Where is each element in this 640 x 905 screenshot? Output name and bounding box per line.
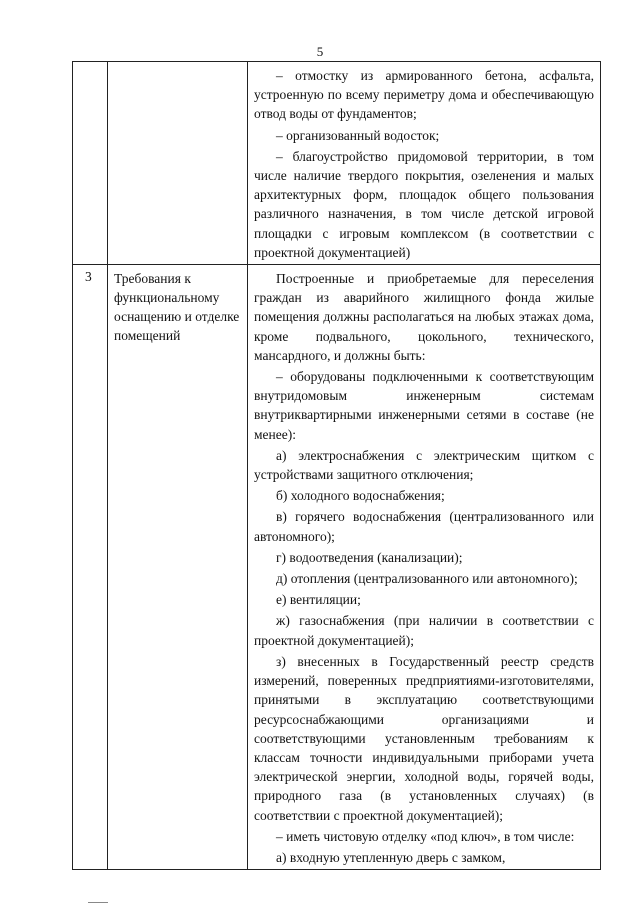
table-row <box>73 62 601 265</box>
requirement-name <box>108 62 248 265</box>
table-row <box>73 265 601 870</box>
row-number: 3 <box>73 265 108 870</box>
paragraph: – отмостку из армированного бетона, асфальта, устроенную по всему периметру дома и обеспечивающую отвод воды от фундаментов; <box>254 68 594 122</box>
paragraph: – благоустройство придомовой территории, в том числе наличие твердого покрытия, озеленения и малых архитектурных форм, площадок общего пользования различного назначения, в том числе детской игровой площадки с игровым комплексом (в соответствии с проектной документацией) <box>254 148 594 260</box>
requirements-table <box>72 61 601 870</box>
paragraph: а) электроснабжения с электрическим щитком с устройствами защитного отключения; <box>254 447 594 483</box>
paragraph: г) водоотведения (канализации); <box>276 549 463 565</box>
paragraph: – организованный водосток; <box>276 127 440 143</box>
paragraph: – оборудованы подключенными к соответствующим внутридомовым инженерным системам внутриквартирными инженерными сетями в составе (не менее): <box>254 369 594 442</box>
requirement-description <box>248 265 601 870</box>
requirement-description <box>248 62 601 265</box>
requirement-name: Требования к функциональному оснащению и отделке помещений <box>108 265 248 870</box>
paragraph: в) горячего водоснабжения (централизованного или автономного); <box>254 509 594 544</box>
scan-artifact-line <box>88 902 108 903</box>
paragraph: Построенные и приобретаемые для переселения граждан из аварийного жилищного фонда жилые помещения должны располагаться на любых этажах дома, кроме подвального, цокольного, технического, мансардного, и должны быть: <box>254 271 594 363</box>
paragraph: ж) газоснабжения (при наличии в соответствии с проектной документацией); <box>254 613 594 648</box>
page-number: 5 <box>316 44 324 59</box>
paragraph: д) отопления (централизованного или автономного); <box>276 571 578 587</box>
row-number <box>73 62 108 265</box>
paragraph: е) вентиляции; <box>276 592 361 608</box>
paragraph: б) холодного водоснабжения; <box>276 488 445 504</box>
paragraph: – иметь чистовую отделку «под ключ», в том числе: <box>276 828 575 844</box>
paragraph: з) внесенных в Государственный реестр средств измерений, поверенных предприятиями-изготовителями, принятыми в эксплуатацию соответствующими ресурсоснабжающими организациями и соответствующими установленным требованиям к классам точности индивидуальными приборами учета электрической энергии, холодной воды, горячей воды, природного газа (в установленных случаях) (в соответствии с проектной документацией); <box>254 653 594 823</box>
paragraph: а) входную утепленную дверь с замком, <box>276 849 506 865</box>
